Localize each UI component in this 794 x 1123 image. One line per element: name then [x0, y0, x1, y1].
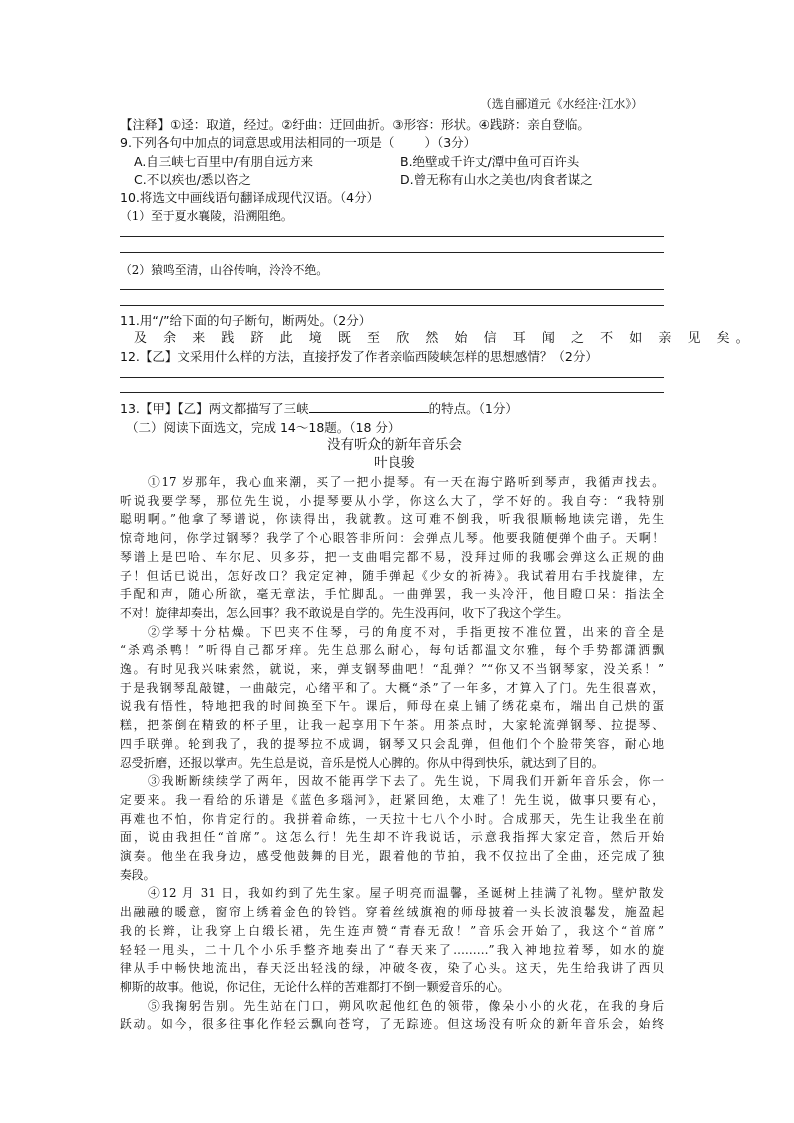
article-line: 跃动。如今，很多往事化作轻云飘向苍穹，了无踪迹。但这场没有听众的新年音乐会，始终: [120, 1017, 664, 1032]
article-line: 定要来。我一看给的乐谱是《蓝色多瑙河》，赶紧回绝，太难了！先生说，做事只要有心，: [120, 792, 664, 807]
article-line: 听说我要学琴，那位先生说，小提琴要从小学，你这么大了，学不好的。我自夸：“我特别: [120, 493, 664, 508]
article-line: ①17 岁那年，我心血来潮，买了一把小提琴。有一天在海宁路听到琴声，我循声找去。: [148, 475, 664, 489]
q13-stem-a: 13.【甲】【乙】两文都描写了三峡: [120, 401, 309, 416]
article-line: ④12 月 31 日，我如约到了先生家。屋子明亮而温馨，圣诞树上挂满了礼物。壁炉散发: [148, 886, 664, 901]
q9-option-c: C.不以疾也/悉以咨之: [134, 172, 251, 187]
q10-stem: 10.将选文中画线语句翻译成现代汉语。（4分）: [120, 190, 380, 205]
article-line: 聪明啊。”他拿了琴谱说，你读得出，我就教。这可难不倒我，听我很顺畅地读完谱，先生: [120, 512, 664, 527]
answer-line[interactable]: [120, 289, 664, 290]
answer-line[interactable]: [120, 392, 664, 393]
article-line: “杀鸡杀鸭！”听得自己都牙痒。先生总那么耐心，每句话都温文尔雅，每个手势都潇洒飘: [120, 643, 664, 658]
article-line: 说我有悟性，特地把我的时间换至下午。课后，师母在桌上铺了绣花桌布，端出自己烘的蛋: [120, 699, 664, 714]
note-line: 【注释】①迳：取道，经过。②纡曲：迂回曲折。③形容：形状。④践跻：亲自登临。: [120, 117, 590, 132]
q9-option-a: A.自三峡七百里中/有朋自远方来: [134, 154, 314, 169]
article-line: 于是我钢琴乱敲键，一曲敲完，心绪平和了。大概“杀”了一年多，才算入了门。先生很喜欢，: [120, 680, 664, 695]
q9-option-d: D.曾无称有山水之美也/肉食者谋之: [400, 172, 593, 187]
article-line: 忍受折磨，还报以掌声。先生总是说，音乐是悦人心脾的。你从中得到快乐，就达到了目的。: [120, 755, 604, 770]
answer-line[interactable]: [120, 377, 664, 378]
answer-line[interactable]: [120, 252, 664, 253]
q11-sentence: 及 余 来 践 跻 此 境 既 至 欣 然 始 信 耳 闻 之 不 如 亲 见 矣。: [134, 331, 755, 346]
q13-stem-b: 的特点。（1分）: [428, 401, 518, 416]
article-line: 手配和声，随心所欲，毫无章法，手忙脚乱。一曲弹罢，我一头冷汗，他目瞪口呆：指法全: [120, 587, 664, 602]
article-line: 琴谱上是巴哈、车尔尼、贝多芬，把一支曲唱完都不易，没拜过师的我哪会弹这么正规的曲: [120, 549, 664, 564]
answer-line[interactable]: [120, 236, 664, 237]
article-line: 演奏。他坐在我身边，感受他鼓舞的目光，跟着他的节拍，我不仅拉出了全曲，还完成了独: [120, 849, 664, 863]
q11-stem: 11.用“/”给下面的句子断句，断两处。（2分）: [120, 313, 372, 328]
article-line: ③我断断续续学了两年，因故不能再学下去了。先生说，下周我们开新年音乐会，你一: [148, 774, 664, 789]
article-line: 再难也不怕，你肯定行的。我拼着命练，一天拉十七八个小时。合成那天，先生让我坐在前: [120, 811, 664, 826]
article-line: 律从手中畅快地流出，春天泛出轻浅的绿，冲破冬夜，染了心头。这天，先生给我讲了西贝: [120, 961, 664, 976]
article-line: 奏段。: [120, 867, 156, 882]
article-line: 逸。有时见我兴味索然，就说，来，弹支钢琴曲吧！“乱弹？”“你又不当钢琴家，没关系！”: [120, 662, 664, 676]
q10-sentence-2: （2）猿鸣至清，山谷传响，泠泠不绝。: [120, 263, 329, 277]
q9-stem: [120, 134, 476, 151]
article-line: 我的长辫，让我穿上白缎长裙，先生连声赞“青春无敌！”音乐会开始了，我这个“首席”: [120, 923, 664, 938]
answer-line[interactable]: [120, 305, 664, 306]
source-citation: （选自郦道元《水经注·江水》）: [480, 97, 644, 111]
article-line: 子！但话已说出，怎好改口？我定定神，随手弹起《少女的祈祷》。我试着用右手找旋律，左: [120, 568, 664, 583]
article-line: 四手联弹。轮到我了，我的提琴拉不成调，钢琴又只会乱弹，但他们个个脸带笑容，耐心地: [120, 736, 664, 751]
article-line: 面，说由我担任“首席”。这怎么行！先生却不许我说话，示意我指挥大家定音，然后开始: [120, 830, 664, 845]
q12-stem: 12.【乙】文采用什么样的方法，直接抒发了作者亲临西陵峡怎样的思想感情？（2分）: [120, 349, 598, 364]
article-line: ⑤我掬躬告别。先生站在门口，朔风吹起他红色的领带，像朵小小的火花，在我的身后: [148, 998, 664, 1013]
article-line: 轻轻一甩头，二十几个小乐手整齐地奏出了“春天来了………”我入神地拉着琴，如水的旋: [120, 942, 664, 957]
q9-stem-text: 9.下列各句中加点的词意思或用法相同的一项是（: [120, 135, 395, 150]
section-2-heading: （二）阅读下面选文，完成 14～18题。（18 分）: [126, 420, 401, 435]
q9-option-b: B.绝壁或千许丈/潭中鱼可百许头: [400, 154, 580, 169]
article-line: 不对！旋律却奏出，怎么回事？我不敢说是自学的。先生没再问，收下了我这个学生。: [120, 605, 569, 620]
article-author: 叶良骏: [374, 455, 415, 471]
article-line: 惊奇地问，你学过钢琴？我学了个心眼答非所问：会弹点儿琴。他要我随便弹个曲子。天啊！: [120, 531, 664, 546]
q13-answer-blank[interactable]: [309, 400, 429, 413]
article-line: 柳斯的故事。他说，你记住，无论什么样的苦难都打不倒一颗爱音乐的心。: [120, 979, 510, 994]
article-line: 出融融的暖意，窗帘上绣着金色的铃铛。穿着丝绒旗袍的师母披着一头长波浪鬈发，施盈起: [120, 905, 664, 920]
q13-stem: [120, 400, 518, 417]
article-title: 没有听众的新年音乐会: [327, 437, 462, 453]
q10-sentence-1: （1）至于夏水襄陵，沿溯阻绝。: [120, 209, 293, 223]
article-line: 糕，把茶倒在精致的杯子里，让我一起享用下午茶。用茶点时，大家轮流弹钢琴、拉提琴、: [120, 718, 664, 733]
article-line: ②学琴十分枯燥。下巴夹不住琴，弓的角度不对，手指更按不准位置，出来的音全是: [148, 624, 664, 639]
q9-stem-end: ）（3分）: [424, 135, 477, 150]
